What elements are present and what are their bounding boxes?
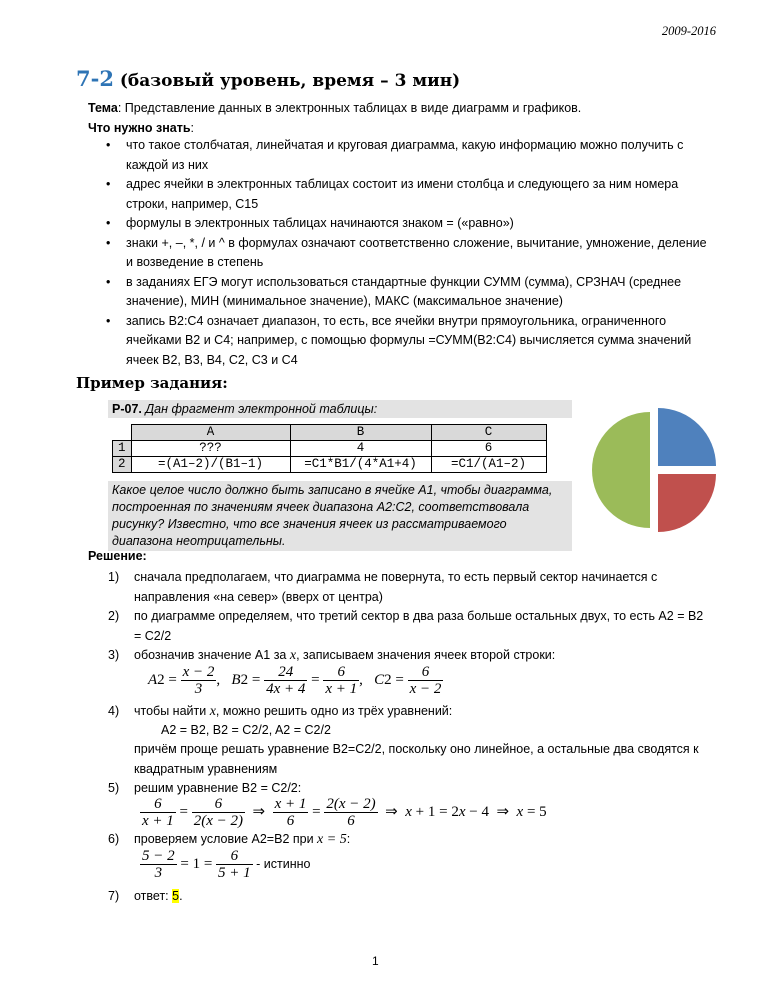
task-header bbox=[108, 400, 572, 418]
title-number: 7-2 bbox=[76, 66, 114, 91]
row-header: 1 bbox=[113, 441, 132, 457]
table-cell: =C1/(A1–2) bbox=[431, 457, 546, 473]
solution-step-1: 1) сначала предполагаем, что диаграмма не повернута, то есть первый сектор начинается с направления «на север» (вверх от центра) bbox=[108, 570, 658, 604]
table-row bbox=[113, 457, 547, 473]
check-result: - истинно bbox=[252, 856, 311, 871]
pie-slice-green bbox=[592, 412, 650, 528]
answer-value: 5 bbox=[172, 889, 180, 903]
table-cell: 4 bbox=[290, 441, 431, 457]
solution-step-6: 6) проверяем условие A2=B2 при x = 5: bbox=[108, 832, 351, 847]
solution-step-4-note: причём проще решать уравнение B2=C2/2, поскольку оно линейное, а остальные два сводятся к квадратным уравнениям bbox=[134, 742, 699, 776]
solution-heading: Решение: bbox=[88, 549, 147, 563]
page-title bbox=[76, 66, 460, 91]
page-number: 1 bbox=[372, 954, 379, 968]
pie-slice-blue bbox=[658, 408, 716, 466]
spreadsheet-fragment bbox=[112, 424, 547, 473]
task-intro: Дан фрагмент электронной таблицы: bbox=[145, 402, 378, 416]
list-item: • знаки +, –, *, / и ^ в формулах означают соответственно сложение, вычитание, умножение, деление и возведение в степень bbox=[88, 234, 708, 273]
task-question: Какое целое число должно быть записано в ячейке A1, чтобы диаграмма, построенная по значениям ячеек диапазона A2:C2, соответствовала рисунку? Известно, что все значения ячеек из рассматриваемого диапазона неотрицательны. bbox=[108, 481, 572, 551]
need-to-know-list bbox=[88, 136, 708, 370]
solution-step-5: 5) решим уравнение B2 = C2/2: bbox=[108, 781, 302, 795]
equation-solving: $\frac{6}{x + 1}$ = $\frac{6}{2(x - 2)}$ ⇒ $\frac{x + 1}{6}$ = $\frac{2(x - 2)}{6}$ ⇒ x + 1 = 2x − 4 ⇒ x = 5 bbox=[142, 796, 547, 829]
list-item: • запись B2:C4 означает диапазон, то есть, все ячейки внутри прямоугольника, ограниченного ячейками B2 и C4; например, с помощью формулы =СУММ(B2:C4) вычисляется сумма значений ячеек B2, B3, B4, C2, C3 и C4 bbox=[88, 312, 708, 371]
table-cell: =C1*B1/(4*A1+4) bbox=[290, 457, 431, 473]
pie-chart bbox=[584, 400, 724, 540]
header-year: 2009-2016 bbox=[661, 24, 716, 38]
pie-slice-red bbox=[658, 474, 716, 532]
column-header: B bbox=[290, 425, 431, 441]
table-cell: =(A1–2)/(B1–1) bbox=[131, 457, 290, 473]
row-header: 2 bbox=[113, 457, 132, 473]
need-to-know-heading: Что нужно знать: bbox=[88, 121, 195, 135]
title-subtitle: (базовый уровень, время – 3 мин) bbox=[119, 71, 461, 91]
need-to-know-label: Что нужно знать bbox=[88, 121, 191, 135]
list-item: • что такое столбчатая, линейчатая и круговая диаграмма, какую информацию можно получить с каждой из них bbox=[88, 136, 708, 175]
table-row bbox=[113, 441, 547, 457]
solution-step-3: 3) обозначив значение A1 за x, записываем значения ячеек второй строки: bbox=[108, 648, 556, 663]
equation-list: A2 = B2, B2 = C2/2, A2 = C2/2 bbox=[161, 723, 331, 737]
list-item: • адрес ячейки в электронных таблицах состоит из имени столбца и следующего за ним номера строки, например, C15 bbox=[88, 175, 708, 214]
column-header: C bbox=[431, 425, 546, 441]
check-equation: $\frac{5 - 2}{3}$ = 1 = $\frac{6}{5 + 1}$ - истинно bbox=[142, 848, 311, 881]
solution-step-2: 2) по диаграмме определяем, что третий сектор в два раза больше остальных двух, то есть A2 = B2 = C2/2 bbox=[108, 609, 704, 643]
column-header: A bbox=[131, 425, 290, 441]
topic-line bbox=[88, 101, 581, 115]
task-id: P-07. bbox=[112, 402, 142, 416]
table-row bbox=[113, 425, 547, 441]
example-heading: Пример задания: bbox=[76, 374, 228, 392]
cell-formulas: A2 = $\frac{x - 2}{3}$ , B2 = $\frac{24}{4x + 4}$ = $\frac{6}{x + 1}$ , C2 = $\frac{6}{x - 2}$ bbox=[148, 664, 442, 697]
list-item: • в заданиях ЕГЭ могут использоваться стандартные функции СУММ (сумма), СРЗНАЧ (среднее значение), МИН (минимальное значение), МАКС (максимальное значение) bbox=[88, 273, 708, 312]
solution-step-4: 4) чтобы найти x, можно решить одно из трёх уравнений: bbox=[108, 704, 453, 719]
table-cell: ??? bbox=[131, 441, 290, 457]
table-cell: 6 bbox=[431, 441, 546, 457]
corner-cell bbox=[113, 425, 132, 441]
solution-step-7: 7) ответ: 5. bbox=[108, 889, 183, 903]
topic-text: : Представление данных в электронных таблицах в виде диаграмм и графиков. bbox=[117, 101, 582, 115]
list-item: • формулы в электронных таблицах начинаются знаком = («равно») bbox=[88, 214, 708, 234]
topic-label: Тема bbox=[88, 101, 118, 115]
